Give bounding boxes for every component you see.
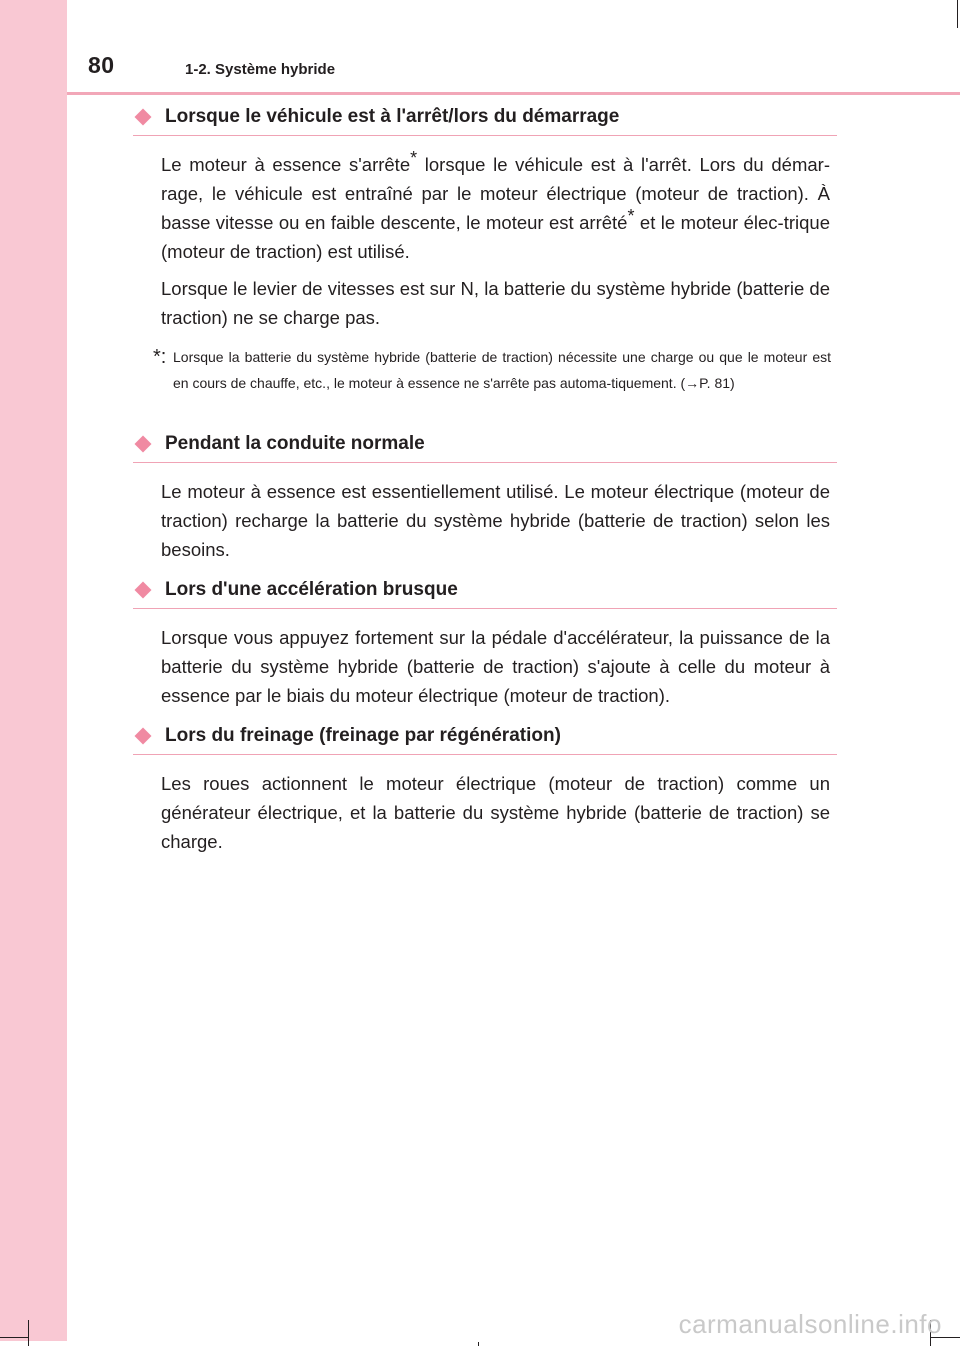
crop-mark xyxy=(28,1320,29,1346)
paragraph xyxy=(161,147,830,266)
watermark[interactable]: carmanualsonline.info xyxy=(678,1309,942,1339)
footnote xyxy=(153,344,831,396)
section-stop-start xyxy=(133,104,837,396)
running-head: 1-2. Système hybride xyxy=(185,61,336,78)
paragraph: Les roues actionnent le moteur électrique (moteur de traction) comme un générateur électrique, et la batterie du système hybride (batterie de traction) se charge. xyxy=(161,773,830,852)
text-run: et le moteur élec-trique (moteur de traction) est utilisé. xyxy=(161,212,830,262)
section-heading xyxy=(133,431,837,463)
heading-text: Pendant la conduite normale xyxy=(165,433,425,454)
asterisk-mark: * xyxy=(410,147,418,168)
paragraph: Lorsque le levier de vitesses est sur N, la batterie du système hybride (batterie de traction) ne se charge pas. xyxy=(161,278,830,328)
heading-text: Lors du freinage (freinage par régénération) xyxy=(165,725,561,746)
section-hard-acceleration xyxy=(133,577,837,718)
header-rule xyxy=(67,92,960,95)
section-heading xyxy=(133,104,837,136)
crop-mark xyxy=(957,0,958,28)
page-number: 80 xyxy=(88,52,115,78)
side-tab-band xyxy=(0,0,67,1341)
section-normal-driving xyxy=(133,431,837,572)
section-heading xyxy=(133,723,837,755)
crop-mark xyxy=(478,1342,479,1346)
diamond-bullet-icon xyxy=(135,109,152,126)
paragraph: Le moteur à essence est essentiellement utilisé. Le moteur électrique (moteur de traction) recharge la batterie du système hybride (batterie de traction) selon les besoins. xyxy=(161,481,830,560)
asterisk-mark: * xyxy=(627,205,635,226)
text-run: lorsque le véhicule est à l'arrêt. Lors du démar-rage, le véhicule est entraîné par le moteur électrique (moteur de traction). À basse vitesse ou en faible descente, le moteur est arrêté xyxy=(161,154,830,233)
heading-text: Lors d'une accélération brusque xyxy=(165,579,458,600)
crop-mark xyxy=(0,1337,28,1338)
heading-text: Lorsque le véhicule est à l'arrêt/lors du démarrage xyxy=(165,106,620,127)
footnote-text: Lorsque la batterie du système hybride (batterie de traction) nécessite une charge ou que le moteur est en cours de chauffe, etc., le moteur à essence ne s'arrête pas automa-tiquement. (→P. 81) xyxy=(173,349,831,391)
section-heading xyxy=(133,577,837,609)
footnote-mark: *: xyxy=(153,346,167,368)
section-regenerative-braking xyxy=(133,723,837,864)
text-run: Le moteur à essence s'arrête xyxy=(161,154,411,175)
paragraph: Lorsque vous appuyez fortement sur la pédale d'accélérateur, la puissance de la batterie du système hybride (batterie de traction) s'ajoute à celle du moteur à essence par le biais du moteur électrique (moteur de traction). xyxy=(161,627,830,706)
diamond-bullet-icon xyxy=(135,582,152,599)
diamond-bullet-icon xyxy=(135,436,152,453)
diamond-bullet-icon xyxy=(135,728,152,745)
